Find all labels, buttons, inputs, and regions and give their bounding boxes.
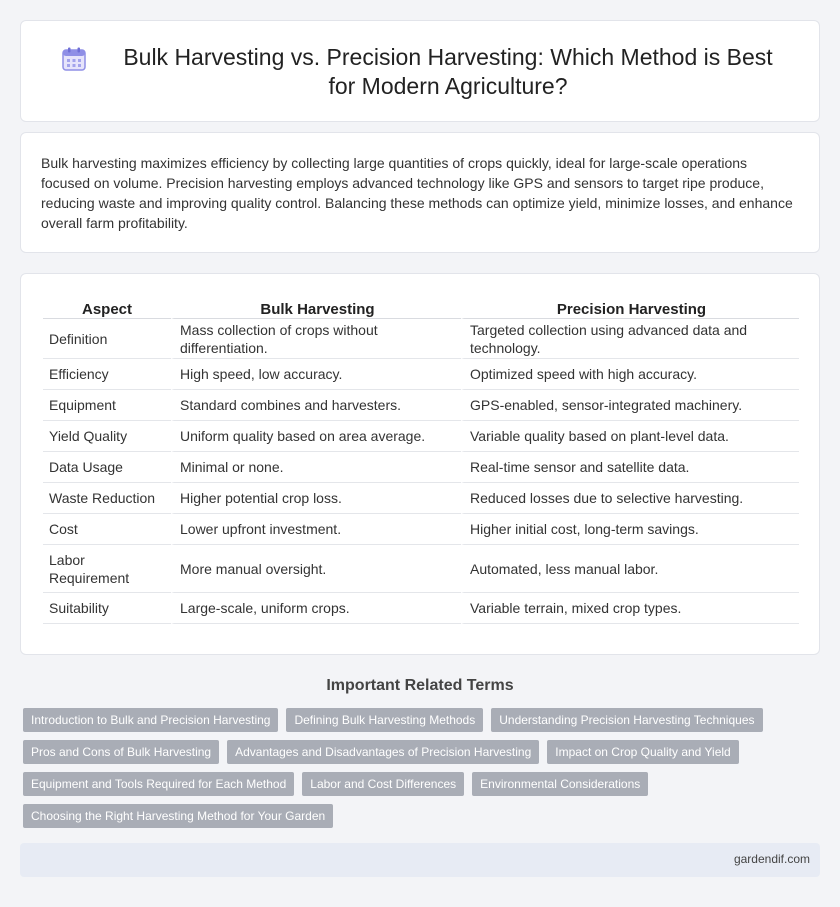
related-term-tag[interactable]: Understanding Precision Harvesting Techniques [491,708,762,732]
table-row [43,359,799,390]
table-row [43,421,799,452]
cell-aspect: Data Usage [43,452,171,483]
intro-paragraph: Bulk harvesting maximizes efficiency by collecting large quantities of crops quickly, ideal for large-scale operations focused on volume. Precision harvesting employs advanced technology like GPS and sensors to target ripe produce, reducing waste and improving quality control. Balancing these methods can optimize yield, minimize losses, and enhance overall farm profitability. [41,155,793,231]
related-term-tag[interactable]: Pros and Cons of Bulk Harvesting [23,740,219,764]
related-term-tag[interactable]: Equipment and Tools Required for Each Method [23,772,294,796]
table-header-row [43,296,799,319]
cell-aspect: Yield Quality [43,421,171,452]
related-terms-list [23,708,813,828]
related-term-tag[interactable]: Introduction to Bulk and Precision Harvesting [23,708,278,732]
table-row [43,514,799,545]
footer-site-link[interactable]: gardendif.com [733,852,810,866]
cell-bulk: Higher potential crop loss. [171,483,461,514]
related-term-tag[interactable]: Advantages and Disadvantages of Precision Harvesting [227,740,539,764]
cell-aspect: Labor Requirement [43,545,171,593]
table-row [43,452,799,483]
cell-precision: Real-time sensor and satellite data. [461,452,799,483]
related-term-tag[interactable]: Labor and Cost Differences [302,772,464,796]
cell-aspect: Suitability [43,593,171,624]
related-term-tag[interactable]: Choosing the Right Harvesting Method for Your Garden [23,804,333,828]
cell-precision: Optimized speed with high accuracy. [461,359,799,390]
cell-precision: Higher initial cost, long-term savings. [461,514,799,545]
cell-aspect: Efficiency [43,359,171,390]
cell-aspect: Definition [43,319,171,359]
related-term-tag[interactable]: Defining Bulk Harvesting Methods [286,708,483,732]
cell-precision: Reduced losses due to selective harvesting. [461,483,799,514]
related-term-tag[interactable]: Impact on Crop Quality and Yield [547,740,738,764]
comparison-table [43,296,799,624]
table-row [43,593,799,624]
cell-aspect: Equipment [43,390,171,421]
cell-precision: GPS-enabled, sensor-integrated machinery. [461,390,799,421]
header-precision-harvesting: Precision Harvesting [461,296,799,319]
header-card [20,20,820,122]
comparison-card [20,273,820,655]
cell-bulk: Lower upfront investment. [171,514,461,545]
header-aspect: Aspect [43,296,171,319]
table-row [43,319,799,359]
table-row [43,545,799,593]
cell-bulk: Standard combines and harvesters. [171,390,461,421]
cell-precision: Variable quality based on plant-level data. [461,421,799,452]
page-title: Bulk Harvesting vs. Precision Harvesting: Which Method is Best for Modern Agriculture? [123,44,773,99]
cell-bulk: Uniform quality based on area average. [171,421,461,452]
title-wrap [61,43,789,101]
cell-aspect: Cost [43,514,171,545]
related-terms-heading: Important Related Terms [326,677,514,694]
cell-precision: Variable terrain, mixed crop types. [461,593,799,624]
cell-bulk: Mass collection of crops without differentiation. [171,319,461,359]
cell-precision: Targeted collection using advanced data and technology. [461,319,799,359]
cell-bulk: High speed, low accuracy. [171,359,461,390]
calendar-icon [61,46,87,72]
cell-bulk: More manual oversight. [171,545,461,593]
cell-aspect: Waste Reduction [43,483,171,514]
footer [20,843,820,877]
cell-precision: Automated, less manual labor. [461,545,799,593]
related-term-tag[interactable]: Environmental Considerations [472,772,648,796]
cell-bulk: Minimal or none. [171,452,461,483]
cell-bulk: Large-scale, uniform crops. [171,593,461,624]
intro-card [20,132,820,253]
header-bulk-harvesting: Bulk Harvesting [171,296,461,319]
table-row [43,483,799,514]
table-row [43,390,799,421]
